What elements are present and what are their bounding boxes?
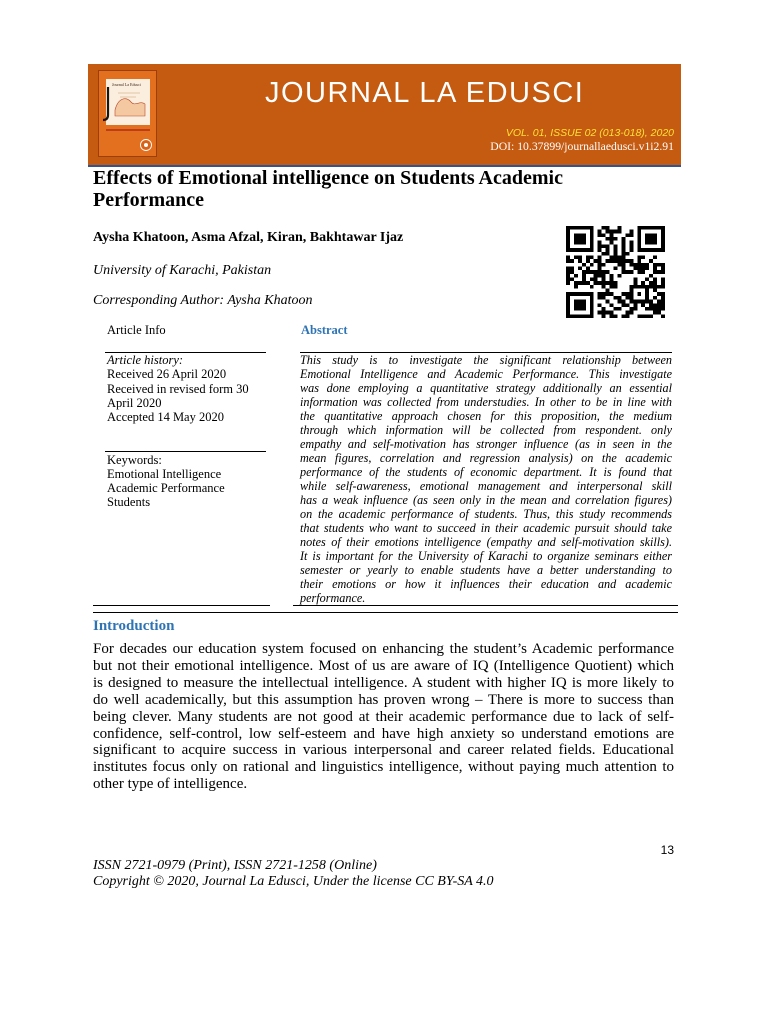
journal-header-banner (88, 64, 681, 165)
keyword-item: Academic Performance (107, 481, 225, 495)
intro-line: confidence, self-control, low self-esteem and have high anxiety so understand emotions are (93, 725, 674, 742)
abstract-line: on the academic performance of students. Thus, this study recommends (300, 507, 672, 521)
intro-line: other type of intelligence. (93, 776, 248, 793)
journal-name: JOURNAL LA EDUSCI (265, 77, 585, 109)
keywords-label: Keywords: (107, 453, 162, 467)
info-bottom-rule (93, 605, 270, 606)
article-info-heading: Article Info (107, 323, 166, 337)
history-revised: Received in revised form 30 April 2020 (107, 381, 249, 410)
qr-code (566, 226, 665, 318)
abstract-line: information was collected from understudies. In other to be in line with (300, 395, 672, 409)
keyword-item: Students (107, 495, 151, 509)
abstract-line: that students who want to succeed in their academic pursuit should take (300, 521, 672, 535)
intro-line: is designed to measure the intellectual intelligence. A student with higher IQ is more likely to (93, 674, 674, 691)
abstract-line: performance of the students of economic department. It is found that (300, 465, 672, 479)
introduction-paragraph (93, 641, 674, 793)
corresponding-author: Corresponding Author: Aysha Khatoon (93, 293, 313, 308)
intro-line: do well academically, but this assumption has proven wrong – There is more to success than (93, 691, 674, 708)
intro-line: significant to acquire success in various interpersonal and career related fields. Educational (93, 742, 674, 759)
history-accepted: Accepted 14 May 2020 (107, 410, 224, 425)
abstract-line: through which information will be collected from respondent. only (300, 423, 672, 437)
abstract-line: mean figures, correlation and regression analysis) on the academic (300, 451, 672, 465)
author-affiliation: University of Karachi, Pakistan (93, 263, 272, 278)
volume-issue: VOL. 01, ISSUE 02 (013-018), 2020 (505, 127, 674, 139)
keywords (107, 453, 266, 509)
abstract-line: notes of their emotions intelligence (empathy and self-motivation skills). (300, 535, 672, 549)
footer-issn: ISSN 2721-0979 (Print), ISSN 2721-1258 (Online) (93, 858, 377, 873)
intro-line: but not their emotional intelligence. Most of us are aware of IQ (Intelligence Quotient) which (93, 657, 674, 674)
cover-emblem-center (144, 143, 148, 147)
introduction-heading: Introduction (93, 618, 175, 634)
abstract-line: was done employing a quantitative strategy additionally an essential (300, 381, 672, 395)
abstract-line: Emotional Intelligence and Academic Performance. This investigate (300, 367, 672, 381)
article-history-label: Article history: (107, 353, 184, 367)
abstract-line: while self-awareness, emotional management and interpersonal skill (300, 479, 672, 493)
abstract-line: semester or yearly to enable students have a better understanding to (300, 563, 672, 577)
abstract-line: It is important for the University of Karachi to organize seminars either (300, 549, 672, 563)
abstract-line: has a weak influence (as seen only in the mean and correlation figures) (300, 493, 672, 507)
intro-line: being clever. Many students are not good at their academic performance due to lack of self- (93, 708, 674, 725)
abstract-line: empathy and self-motivation has stronger influence (as in seen in the (300, 437, 672, 451)
cover-title: Journal La Edusci (112, 82, 141, 87)
article-title: Effects of Emotional intelligence on Students Academic Performance (93, 167, 563, 211)
keyword-item: Emotional Intelligence (107, 467, 222, 481)
abstract-line: the quantitative approach chosen for this proposition, the medium (300, 409, 672, 423)
doi-link[interactable]: DOI: 10.37899/journallaedusci.v1i2.91 (490, 140, 674, 153)
abstract-bottom-rule (293, 605, 678, 606)
abstract-line: performance. (300, 591, 366, 605)
article-authors: Aysha Khatoon, Asma Afzal, Kiran, Bakhtawar Ijaz (93, 230, 404, 245)
abstract-text (300, 353, 672, 605)
info-middle-rule (105, 451, 266, 452)
abstract-heading: Abstract (301, 323, 348, 337)
abstract-line: This study is to investigate the significant relationship between (300, 353, 672, 367)
article-history (107, 353, 266, 424)
abstract-line: their emotions or how it influences their education and academic (300, 577, 672, 591)
section-separator-rule (93, 612, 678, 613)
page-number: 13 (660, 843, 674, 857)
intro-line: For decades our education system focused on enhancing the student’s Academic performance (93, 641, 674, 657)
intro-line: institutes focus only on rational and linguistics intelligence, without paying much attention to (93, 759, 674, 776)
footer-copyright: Copyright © 2020, Journal La Edusci, Under the license CC BY-SA 4.0 (93, 874, 494, 889)
history-received: Received 26 April 2020 (107, 367, 227, 382)
journal-cover-image (98, 70, 157, 157)
